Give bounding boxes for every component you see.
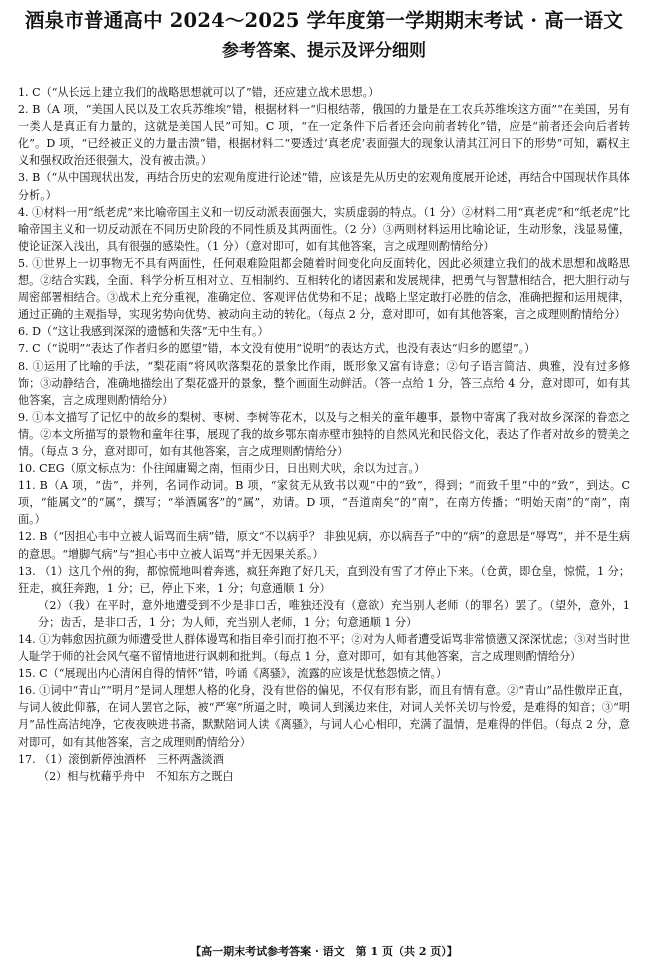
answer-item-13-part-2: （2）（我）在平时，意外地遭受到不少是非口舌，唯独还没有（意欲）充当别人老师（的罪名）罢了。（望外，意外，1 分；齿舌，是非口舌，1 分；为人师，充当别人老师，1 分；句意通顺 1 分） <box>38 598 630 629</box>
answer-item-13-part-1: 13. （1）这几个州的狗，都惊慌地叫着奔逃，疯狂奔跑了好几天，直到没有雪了才停止下来。（仓黄，即仓皇，惊慌，1 分；狂走，疯狂奔跑，1 分；已，停止下来，1 分；句意通顺 1 分） <box>18 564 630 595</box>
answer-item-3: 3. B（“从中国现状出发，再结合历史的宏观角度进行论述”错，应该是先从历史的宏观角度展开论述，再结合中国现状作具体分析。） <box>18 171 630 202</box>
answer-item-2: 2. B（A 项，“美国人民以及工农兵苏维埃”错，根据材料一“归根结蒂，俄国的力量是在工农兵苏维埃这方面”“在美国，另有一类人是真正有力量的，这就是美国人民”可知。C 项，“在一定条件下后者还会向前者转化”错，应是“前者还会向后者转化”。D 项，“已经被正义的力量击溃”错，根据材料二“要透过‘真老虎’表面强大的现象认清其江河日下的形势”可知，霸权主义和强权政治还很强大，没有被击溃。） <box>18 103 630 168</box>
answer-item-16: 16. ①词中“青山”“明月”是词人理想人格的化身，没有世俗的偏见，不仅有形有影，而且有情有意。②“青山”品性傲岸正直，与词人彼此仰慕，在词人罢官之际，被“严寒”所逼之时，唤词人到溪边来住，对词人关怀关切与怜爱，是难得的知音；③“明月”品性高洁纯净，它夜夜映进书斋，默默陪词人读《离骚》，与词人心心相印，充满了温情，是难得的伴侣。（每点 2 分，意对即可，如有其他答案，言之成理则酌情给分） <box>18 684 630 749</box>
answer-item-17-part-2: （2）相与枕藉乎舟中 不知东方之既白 <box>38 769 234 783</box>
answer-item-6: 6. D（“这让我感到深深的遗憾和失落”无中生有。） <box>18 325 269 339</box>
page-title: 酒泉市普通高中 2024～2025 学年度第一学期期末考试 · 高一语文 <box>24 9 624 32</box>
answer-item-14: 14. ①为韩愈因抗颜为师遭受世人群体谩骂和指目牵引而打抱不平；②对为人师者遭受诟骂非常愤懑又深深忧虑；③对当时世人耻学于师的社会风气毫不留情地进行讽刺和批判。（每点 1 分，意对即可，如有其他答案，言之成理则酌情给分） <box>18 633 630 664</box>
page-footer: 【高一期末考试参考答案 · 语文 第 1 页（共 2 页）】 <box>190 945 458 958</box>
answer-item-4: 4. ①材料一用“纸老虎”来比喻帝国主义和一切反动派表面强大，实质虚弱的特点。（1 分）②材料二用“真老虎”和“纸老虎”比喻帝国主义和一切反动派在不同历史阶段的不同性质及其两面性。（2 分）③两则材料运用比喻论证，生动形象，浅显易懂，使论证深入浅出，具有很强的感染性。（1 分）（意对即可，如有其他答案，言之成理则酌情给分） <box>18 205 630 253</box>
answer-item-11: 11. B（A 项，“齿”，并列，名词作动词。B 项，“家贫无从致书以观”中的“致”，得到；“而致千里”中的“致”，到达。C 项，“能属文”的“属”，撰写；“举酒属客”的“属”，劝请。D 项，“吾道南矣”的“南”，在南方传播；“明始天南”的“南”，南面。） <box>18 479 630 527</box>
answer-list <box>18 84 630 785</box>
answer-item-17-part-1: 17. （1）滚倒新停浊酒杯 三杯两盏淡酒 <box>18 752 224 766</box>
page-subtitle: 参考答案、提示及评分细则 <box>222 41 426 61</box>
answer-item-10: 10. CEG（原文标点为：仆往闻庸蜀之南，恒雨少日，日出则犬吠，余以为过言。） <box>18 462 426 476</box>
answer-item-9: 9. ①本文描写了记忆中的故乡的梨树、枣树、李树等花木，以及与之相关的童年趣事，景物中寄寓了我对故乡深深的眷恋之情。②本文所描写的景物和童年往事，展现了我的故乡鄂东南赤壁市独特的自然风光和民俗文化，表达了作者对故乡的赞美之情。（每点 3 分，意对即可，如有其他答案，言之成理则酌情给分） <box>18 410 630 458</box>
answer-item-7: 7. C（“说明”“表达了作者归乡的愿望”错，本文没有使用“说明”的表达方式，也没有表达“归乡的愿望”。） <box>18 342 536 356</box>
answer-item-8: 8. ①运用了比喻的手法，“梨花雨”将风吹落梨花的景象比作雨，既形象又富有诗意；②句子语言简洁、典雅，没有过多修饰；③动静结合，准确地描绘出了梨花盛开的景象，整个画面生动鲜活。（答一点给 1 分，答三点给 4 分，意对即可，如有其他答案，言之成理则酌情给分） <box>18 359 630 407</box>
answer-item-1: 1. C（“从长远上建立我们的战略思想就可以了”错，还应建立战术思想。） <box>18 86 380 99</box>
answer-item-5: 5. ①世界上一切事物无不具有两面性，任何艰难险阻都会随着时间变化向反面转化，因此必须建立我们的战术思想和战略思想。②结合实践，全面、科学分析互相对立、互相制约、互相转化的诸因素和发展规律，把勇气与智慧相结合，把大胆行动与周密部署相结合。③战术上充分重视，准确定位、客观评估优势和不足；战略上坚定敢打必胜的信念，准确把握和运用规律，通过正确的主观指导，实现劣势向优势、被动向主动的转化。（每点 2 分，意对即可，如有其他答案，言之成理则酌情给分） <box>18 256 630 322</box>
answer-item-12: 12. B（“因担心韦中立被人诟骂而生病”错，原文“不以病乎？ 非独见病，亦以病吾子”中的“病”的意思是“辱骂”，并不是生病的意思。“增脚气病”与“担心韦中立被人诟骂”并无因果关系。） <box>18 530 630 561</box>
answer-item-15: 15. C（“展现出内心清闲自得的情怀”错，吟诵《离骚》，流露的应该是忧愁怨愤之情。） <box>18 667 448 681</box>
